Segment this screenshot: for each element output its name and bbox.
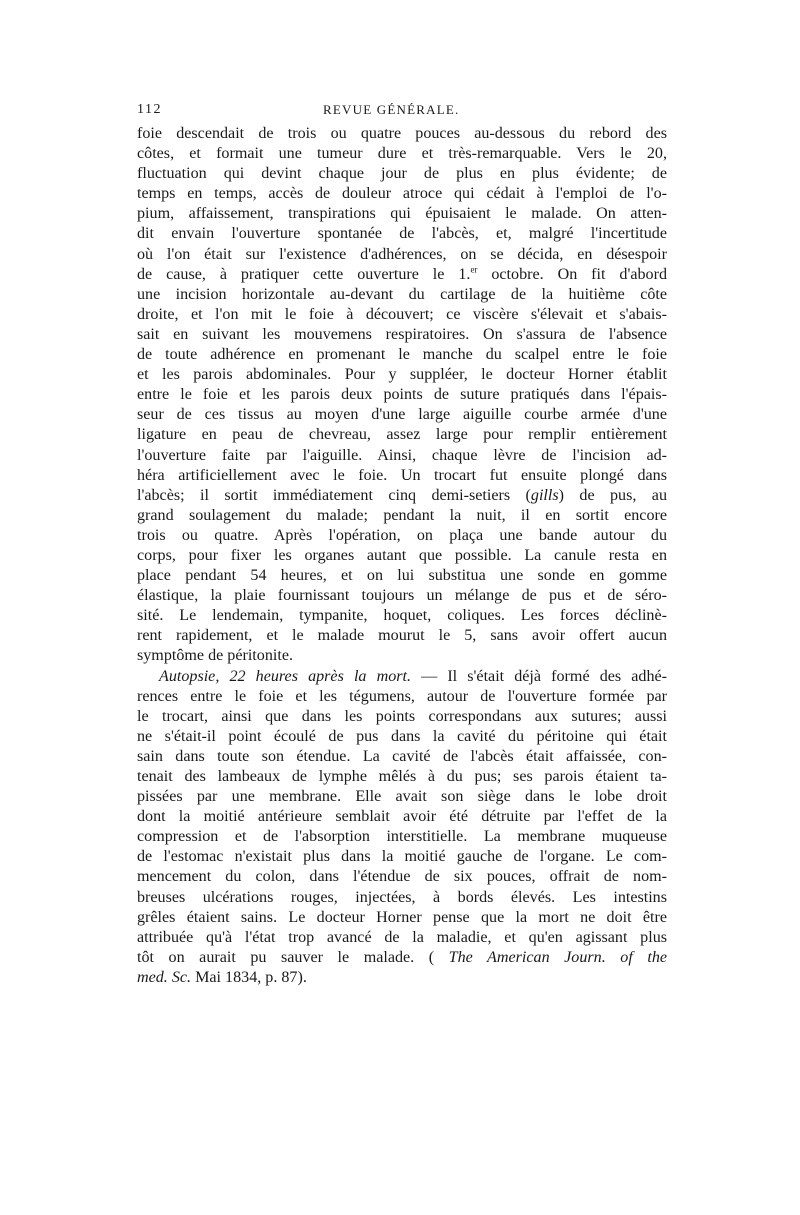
citation-date: Mai 1834, p. 87). [191,968,307,986]
superscript: er [470,264,478,275]
text-line: de toute adhérence en promenant le manche du scalpel entre le foie [137,346,667,364]
line-segment: de cause, à pratiquer cette ouverture le 1. [137,265,471,283]
text-line: grêles étaient sains. Le docteur Horner pense que la mort ne doit être [137,908,667,926]
text-line: symptôme de péritonite. [137,647,293,665]
text-line: élastique, la plaie fournissant toujours un mélange de pus et de séro- [137,587,667,605]
text-line: trois ou quatre. Après l'opération, on plaça une bande autour du [137,526,667,544]
text-line: rent rapidement, et le malade mourut le 5, sans avoir offert aucun [137,627,667,645]
text-line: dit envain l'ouverture spontanée de l'abcès, et, malgré l'incertitude [137,225,667,243]
line-segment: l'abcès; il sortit immédiatement cinq demi-setiers ( [137,486,531,504]
text-line: côtes, et formait une tumeur dure et très-remarquable. Vers le 20, [137,145,667,163]
page-number: 112 [137,102,162,117]
line-segment: ) de pus, au [558,486,667,504]
text-line: tenait des lambeaux de lymphe mêlés à du pus; ses parois étaient ta- [137,768,667,785]
text-line: corps, pour fixer les organes autant que possible. La canule resta en [137,546,667,564]
text-line [137,486,667,506]
text-line: pium, affaissement, transpirations qui épuisaient le malade. On atten- [137,205,667,223]
paragraph-2 [137,667,667,989]
text-line: mencement du colon, dans l'étendue de six pouces, offrait de nom- [137,868,667,886]
text-line: ligature en peau de chevreau, assez large pour remplir entièrement [137,426,667,444]
journal-title: The American Journ. of the [448,948,668,966]
text-line: héra artificiellement avec le foie. Un trocart fut ensuite plongé dans [137,466,667,484]
line-segment: octobre. On fit d'abord [477,265,668,283]
journal-abbrev: med. Sc. [137,968,192,986]
autopsie-heading: Autopsie, 22 heures après la mort. [159,667,412,685]
text-line: une incision horizontale au-devant du cartilage de la huitième côte [137,285,667,303]
text-line: où l'on était sur l'existence d'adhérences, on se décida, en désespoir [137,245,667,263]
text-line: compression et de l'absorption interstitielle. La membrane muqueuse [137,828,667,846]
text-line: droite, et l'on mit le foie à découvert; ce viscère s'élevait et s'abais- [137,305,667,323]
text-line: temps en temps, accès de douleur atroce qui cédait à l'emploi de l'o- [137,185,667,203]
body-text [137,124,667,988]
text-line [137,265,667,285]
text-line: sait en suivant les mouvemens respiratoires. On s'assura de l'absence [137,325,667,343]
text-line: seur de ces tissus au moyen d'une large aiguille courbe armée d'une [137,406,667,424]
page-header [137,100,667,122]
text-line: entre le foie et les parois deux points de suture pratiqués dans l'épais- [137,386,667,404]
text-line: dont la moitié antérieure semblait avoir été détruite par l'effet de la [137,808,667,826]
text-line: sité. Le lendemain, tympanite, hoquet, coliques. Les forces déclinè- [137,607,667,625]
paragraph-1 [137,124,667,667]
text-line: place pendant 54 heures, et on lui substitua une sonde en gomme [137,567,667,585]
text-line: breuses ulcérations rouges, injectées, à bords élevés. Les intestins [137,888,667,906]
text-line: le trocart, ainsi que dans les points correspondans aux sutures; aussi [137,707,667,725]
text-line [137,667,667,687]
text-line: l'ouverture faite par l'aiguille. Ainsi, chaque lèvre de l'incision ad- [137,446,667,464]
text-line [137,968,667,988]
text-line: attribuée qu'à l'état trop avancé de la maladie, et qu'en agissant plus [137,928,667,946]
book-page [137,100,667,988]
text-line: fluctuation qui devint chaque jour de plus en plus évidente; de [137,165,667,183]
text-line: pissées par une membrane. Elle avait son siège dans le lobe droit [137,788,667,806]
text-line: rences entre le foie et les tégumens, autour de l'ouverture formée par [137,687,667,705]
running-title: REVUE GÉNÉRALE. [323,102,460,117]
line-segment: tôt on aurait pu sauver le malade. ( [137,948,449,966]
text-line: de l'estomac n'existait plus dans la moitié gauche de l'organe. Le com- [137,848,667,866]
italic-term: gills [530,486,559,504]
text-line [137,948,667,968]
line-segment: — Il s'était déjà formé des adhé- [411,667,667,685]
text-line: foie descendait de trois ou quatre pouces au-dessous du rebord des [137,125,667,142]
text-line: grand soulagement du malade; pendant la nuit, il en sortit encore [137,506,667,524]
text-line: ne s'était-il point écoulé de pus dans la cavité du péritoine qui était [137,727,667,745]
text-line: sain dans toute son étendue. La cavité de l'abcès était affaissée, con- [137,747,667,765]
text-line: et les parois abdominales. Pour y suppléer, le docteur Horner établit [137,366,667,384]
